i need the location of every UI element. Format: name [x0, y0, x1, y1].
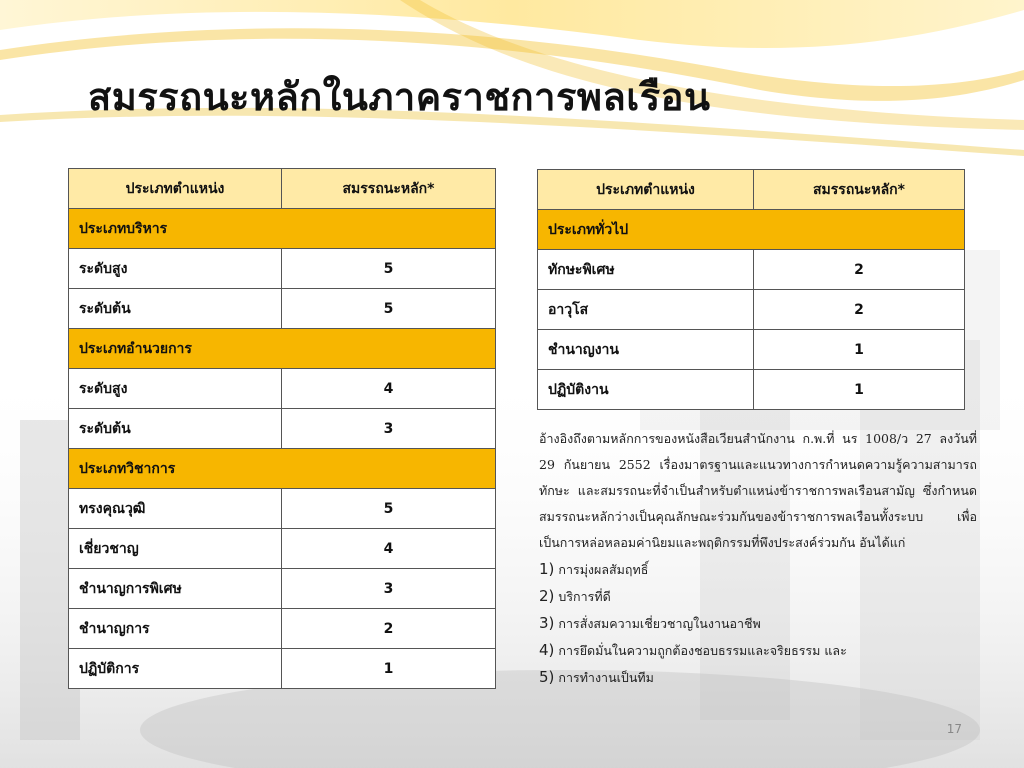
right-table-body: [538, 170, 965, 410]
table-row: [538, 330, 965, 370]
level-label: ทรงคุณวุฒิ: [69, 489, 282, 529]
level-label: ชำนาญการพิเศษ: [69, 569, 282, 609]
level-label: ระดับต้น: [69, 409, 282, 449]
competency-count: 3: [282, 569, 496, 609]
list-number: 2): [539, 587, 555, 605]
table-row: [69, 249, 496, 289]
level-label: ปฏิบัติงาน: [538, 370, 754, 410]
competency-list-item: [539, 637, 977, 664]
table-row: [69, 369, 496, 409]
competency-count: 2: [754, 290, 965, 330]
competency-list-item: [539, 610, 977, 637]
table-row: [538, 290, 965, 330]
table-row: [69, 569, 496, 609]
table-row: [69, 489, 496, 529]
group-name: ประเภทบริหาร: [69, 209, 496, 249]
table-row: [538, 370, 965, 410]
table-row: [538, 250, 965, 290]
competency-list-item: [539, 583, 977, 610]
competency-count: 2: [754, 250, 965, 290]
table-header-row: [69, 169, 496, 209]
reference-paragraph: อ้างอิงถึงตามหลักการของหนังสือเวียนสำนักงาน ก.พ.ที่ นร 1008/ว 27 ลงวันที่ 29 กันยายน 2552 เรื่องมาตรฐานและแนวทางการกำหนดความรู้ความสามารถ ทักษะ และสมรรถนะที่จำเป็นสำหรับตำแหน่งข้าราชการพลเรือนสามัญ ซึ่งกำหนดสมรรถนะหลักว่างเป็นคุณลักษณะร่วมกันของข้าราชการพลเรือนทั้งระบบ เพื่อเป็นการหล่อหลอมค่านิยมและพฤติกรรมที่พึงประสงค์ร่วมกัน อันได้แก่: [539, 431, 977, 550]
header-core-competency: สมรรถนะหลัก*: [754, 170, 965, 210]
table-header-row: [538, 170, 965, 210]
group-row: [69, 329, 496, 369]
level-label: ระดับต้น: [69, 289, 282, 329]
competency-count: 4: [282, 369, 496, 409]
competency-list: [539, 556, 977, 691]
competency-count: 5: [282, 489, 496, 529]
page-number: 17: [946, 722, 962, 736]
table-row: [69, 649, 496, 689]
competency-count: 4: [282, 529, 496, 569]
level-label: ชำนาญการ: [69, 609, 282, 649]
group-row: [538, 210, 965, 250]
group-name: ประเภทวิชาการ: [69, 449, 496, 489]
core-competency-table-left: [68, 168, 496, 689]
table-row: [69, 609, 496, 649]
competency-count: 1: [754, 370, 965, 410]
competency-count: 5: [282, 249, 496, 289]
list-text: การทำงานเป็นทีม: [558, 670, 654, 685]
competency-count: 5: [282, 289, 496, 329]
header-position-type: ประเภทตำแหน่ง: [69, 169, 282, 209]
list-text: การยึดมั่นในความถูกต้องชอบธรรมและจริยธรรม และ: [558, 643, 847, 658]
level-label: อาวุโส: [538, 290, 754, 330]
left-table-body: [69, 169, 496, 689]
group-row: [69, 209, 496, 249]
group-name: ประเภทอำนวยการ: [69, 329, 496, 369]
list-number: 4): [539, 641, 555, 659]
header-core-competency: สมรรถนะหลัก*: [282, 169, 496, 209]
level-label: ระดับสูง: [69, 249, 282, 289]
competency-count: 2: [282, 609, 496, 649]
slide-title: สมรรถนะหลักในภาคราชการพลเรือน: [88, 75, 711, 119]
level-label: ปฏิบัติการ: [69, 649, 282, 689]
list-text: การมุ่งผลสัมฤทธิ์: [558, 562, 649, 577]
group-row: [69, 449, 496, 489]
list-number: 5): [539, 668, 555, 686]
level-label: ทักษะพิเศษ: [538, 250, 754, 290]
level-label: เชี่ยวชาญ: [69, 529, 282, 569]
level-label: ชำนาญงาน: [538, 330, 754, 370]
table-row: [69, 289, 496, 329]
table-row: [69, 529, 496, 569]
table-row: [69, 409, 496, 449]
level-label: ระดับสูง: [69, 369, 282, 409]
competency-count: 1: [754, 330, 965, 370]
list-number: 3): [539, 614, 555, 632]
list-number: 1): [539, 560, 555, 578]
competency-list-item: [539, 664, 977, 691]
competency-count: 1: [282, 649, 496, 689]
group-name: ประเภททั่วไป: [538, 210, 965, 250]
list-text: การสั่งสมความเชี่ยวชาญในงานอาชีพ: [558, 616, 761, 631]
core-competency-table-right: [537, 169, 965, 410]
header-position-type: ประเภทตำแหน่ง: [538, 170, 754, 210]
list-text: บริการที่ดี: [558, 589, 611, 604]
competency-count: 3: [282, 409, 496, 449]
reference-note: [539, 426, 977, 691]
competency-list-item: [539, 556, 977, 583]
